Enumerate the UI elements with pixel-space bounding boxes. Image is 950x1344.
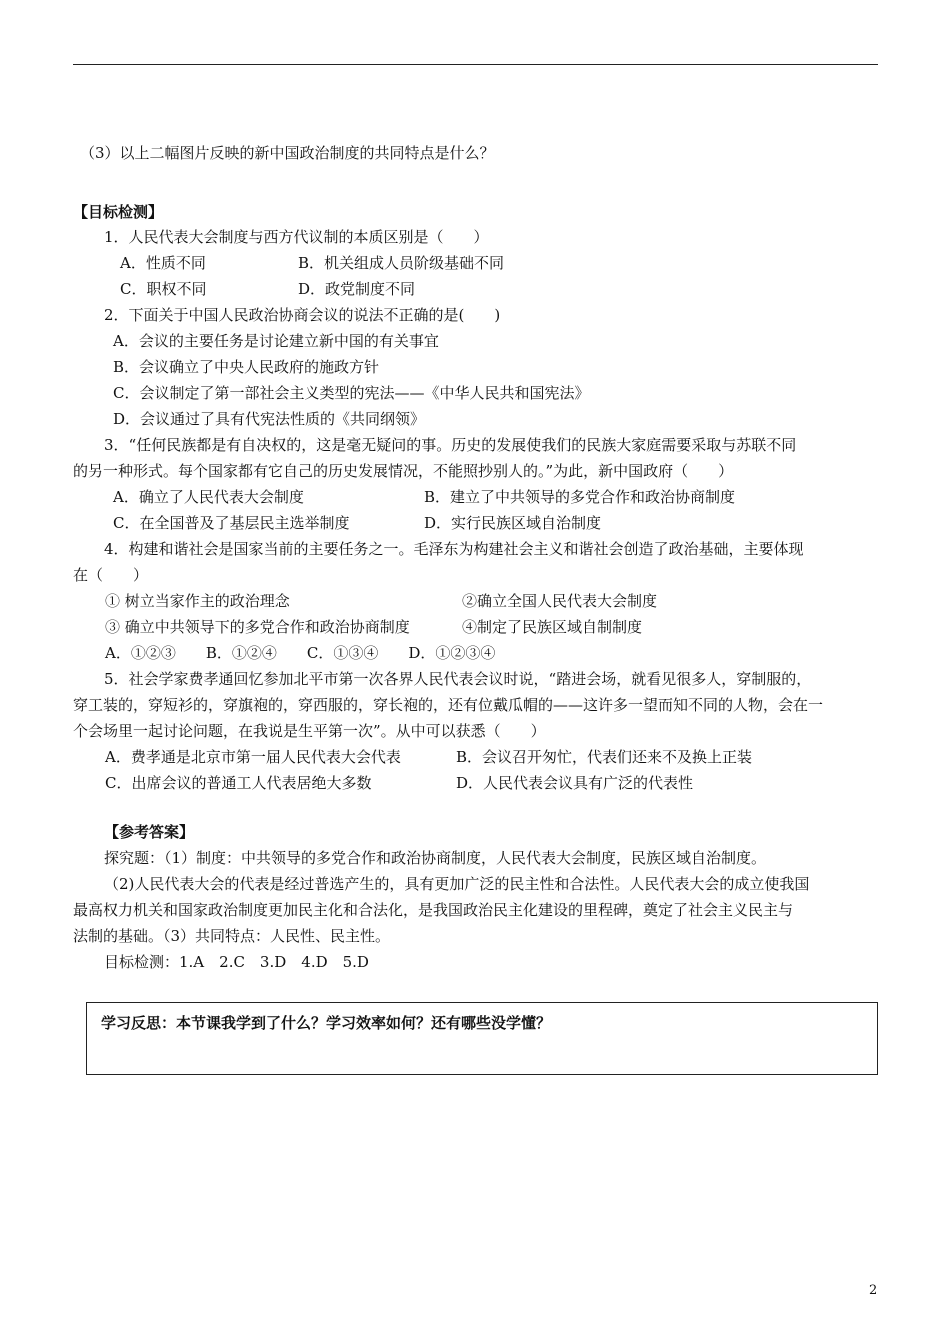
q5-option-d: D．人民代表会议具有广泛的代表性 [456, 774, 694, 792]
q1-option-a: A．性质不同 [120, 254, 206, 272]
answers-line-3: 最高权力机关和国家政治制度更加民主化和合法化，是我国政治民主化建设的里程碑，奠定了社会主义民主与 [73, 901, 794, 919]
q2-stem: 2．下面关于中国人民政治协商会议的说法不正确的是( ) [104, 306, 501, 324]
q3-option-c: C．在全国普及了基层民主选举制度 [113, 514, 350, 532]
q5-stem-line3: 个会场里一起讨论问题，在我说是生平第一次”。从中可以获悉（ ） [73, 722, 546, 740]
reflection-prompt: 学习反思：本节课我学到了什么？学习效率如何？还有哪些没学懂？ [101, 1014, 552, 1032]
q4-choices: A．①②③ B．①②④ C．①③④ D．①②③④ [105, 644, 496, 662]
q4-stem-line2: 在（ ） [73, 566, 149, 584]
q4-item-2: ②确立全国人民代表大会制度 [462, 592, 658, 610]
q2-option-d: D．会议通过了具有代宪法性质的《共同纲领》 [113, 410, 426, 428]
q4-item-3: ③ 确立中共领导下的多党合作和政治协商制度 [105, 618, 410, 636]
page-number: 2 [869, 1283, 878, 1298]
q5-option-a: A．费孝通是北京市第一届人民代表大会代表 [105, 748, 401, 766]
q1-option-c: C．职权不同 [120, 280, 207, 298]
q3-option-b: B．建立了中共领导的多党合作和政治协商制度 [424, 488, 736, 506]
q4-item-1: ① 树立当家作主的政治理念 [105, 592, 290, 610]
q3-option-a: A．确立了人民代表大会制度 [113, 488, 304, 506]
q3-stem-line2: 的另一种形式。每个国家都有它自己的历史发展情况，不能照抄别人的。”为此，新中国政府（ ） [73, 462, 734, 480]
header-rule [73, 64, 878, 65]
q5-stem-line2: 穿工装的，穿短衫的，穿旗袍的，穿西服的，穿长袍的，还有位戴瓜帽的——这许多一望而知不同的人物，会在一 [73, 696, 824, 714]
q1-option-d: D．政党制度不同 [298, 280, 416, 298]
q5-option-c: C．出席会议的普通工人代表居绝大多数 [105, 774, 372, 792]
answers-line-4: 法制的基础。（3）共同特点：人民性、民主性。 [73, 927, 391, 945]
answers-line-1: 探究题：（1）制度：中共领导的多党合作和政治协商制度，人民代表大会制度，民族区域自治制度。 [104, 849, 767, 867]
q2-option-a: A．会议的主要任务是讨论建立新中国的有关事宜 [113, 332, 439, 350]
q4-item-4: ④制定了民族区域自制制度 [462, 618, 643, 636]
answers-heading: 【参考答案】 [104, 823, 195, 841]
goal-section-heading: 【目标检测】 [73, 203, 164, 221]
q1-option-b: B．机关组成人员阶级基础不同 [298, 254, 505, 272]
q2-option-b: B．会议确立了中央人民政府的施政方针 [113, 358, 380, 376]
reflection-box [86, 1002, 878, 1075]
q3-option-d: D．实行民族区域自治制度 [424, 514, 602, 532]
q4-stem-line1: 4．构建和谐社会是国家当前的主要任务之一。毛泽东为构建社会主义和谐社会创造了政治基础，主要体现 [104, 540, 804, 558]
q3-stem-line1: 3．“任何民族都是有自决权的，这是毫无疑问的事。历史的发展使我们的民族大家庭需要采取与苏联不同 [104, 436, 797, 454]
q5-stem-line1: 5．社会学家费孝通回忆参加北平市第一次各界人民代表会议时说，“踏进会场，就看见很多人，穿制服的， [104, 670, 812, 688]
inquiry-question-3: （3）以上二幅图片反映的新中国政治制度的共同特点是什么？ [80, 144, 495, 162]
answers-line-2: （2)人民代表大会的代表是经过普选产生的，具有更加广泛的民主性和合法性。人民代表大会的成立使我国 [104, 875, 810, 893]
q1-stem: 1．人民代表大会制度与西方代议制的本质区别是（ ） [104, 228, 489, 246]
q5-option-b: B．会议召开匆忙，代表们还来不及换上正装 [456, 748, 753, 766]
q2-option-c: C．会议制定了第一部社会主义类型的宪法——《中华人民共和国宪法》 [113, 384, 590, 402]
answers-line-5: 目标检测：1.A 2.C 3.D 4.D 5.D [104, 953, 369, 971]
